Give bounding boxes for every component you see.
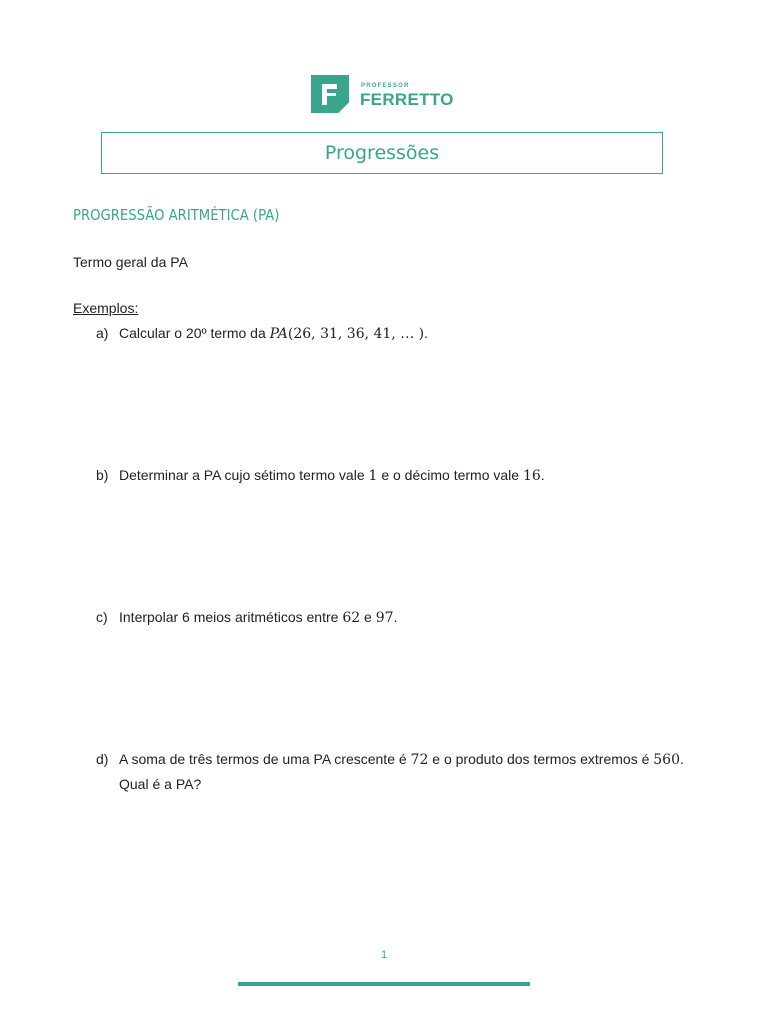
logo-small-text: PROFESSOR — [361, 83, 410, 89]
item-text: Interpolar 6 meios aritméticos entre — [119, 609, 343, 625]
item-text: Calcular o 20º termo da — [119, 325, 270, 341]
item-math: (26, 31, 36, 41, … ) — [287, 326, 425, 342]
professor-ferretto-logo — [311, 75, 461, 113]
item-text: A soma de três termos de uma PA crescente é — [119, 751, 411, 767]
item-letter: a) — [96, 325, 109, 341]
item-math: 62 — [342, 610, 361, 626]
section-heading: PROGRESSÃO ARITMÉTICA (PA) — [73, 206, 280, 224]
item-math: 16 — [522, 468, 541, 484]
item-math-italic: PA — [269, 326, 288, 342]
item-math: 97 — [375, 610, 394, 626]
item-text: . — [540, 467, 545, 483]
item-text: e — [360, 609, 376, 625]
example-item-d — [96, 747, 684, 796]
item-letter: c) — [96, 609, 108, 625]
f-logo-icon — [311, 75, 349, 113]
title-box — [101, 132, 663, 174]
item-math: 560 — [653, 752, 680, 768]
item-text: . — [393, 609, 398, 625]
example-item-c — [96, 605, 397, 630]
item-text: e o produto dos termos extremos é — [428, 751, 654, 767]
example-item-b — [96, 463, 545, 488]
example-item-a — [96, 321, 428, 346]
item-text: Determinar a PA cujo sétimo termo vale — [119, 467, 369, 483]
item-math: 72 — [410, 752, 429, 768]
subheading: Termo geral da PA — [73, 254, 188, 270]
item-text: e o décimo termo vale — [377, 467, 523, 483]
item-text: . — [680, 751, 684, 767]
examples-label: Exemplos: — [73, 300, 139, 316]
item-letter: b) — [96, 467, 109, 483]
item-math: 1 — [368, 468, 378, 484]
footer-divider — [238, 982, 530, 986]
logo-brand-text: FERRETTO — [360, 90, 454, 109]
page-number: 1 — [380, 949, 388, 961]
item-text-line2: Qual é a PA? — [119, 776, 202, 792]
item-letter: d) — [96, 751, 109, 767]
item-text-after: . — [424, 325, 429, 341]
page-title: Progressões — [324, 142, 440, 164]
